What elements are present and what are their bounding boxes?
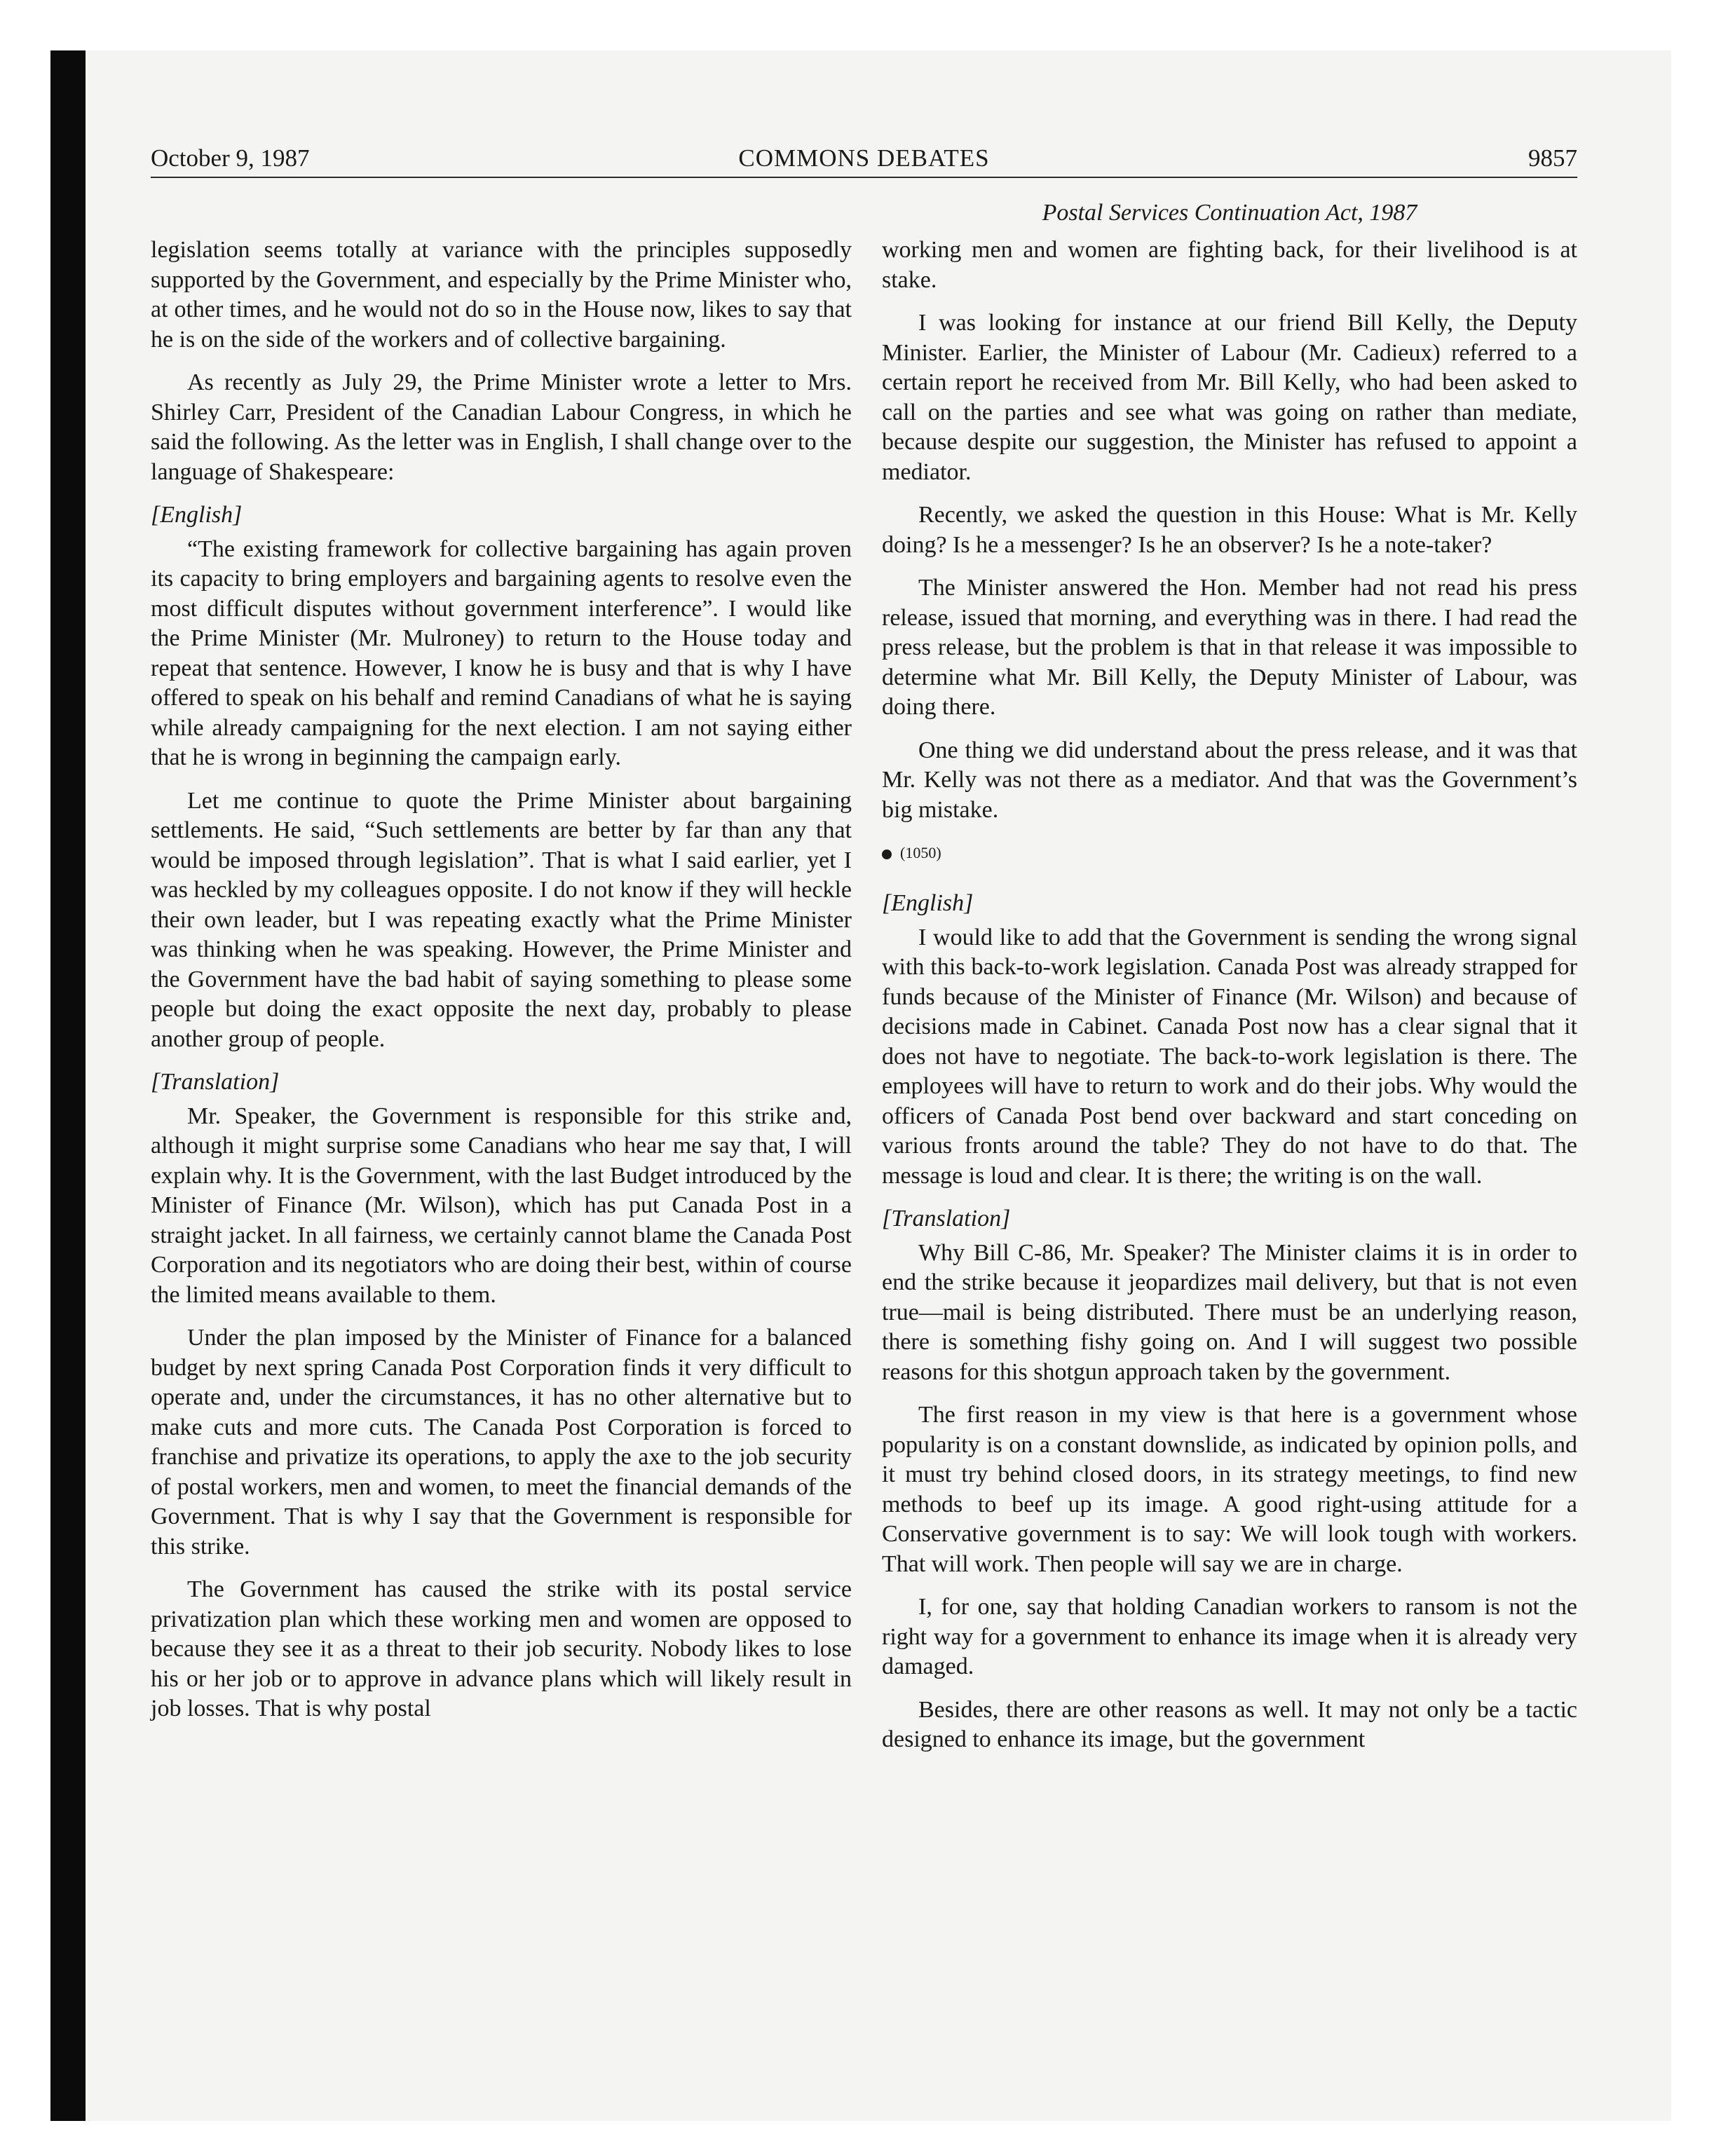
paragraph: One thing we did understand about the press release, and it was that Mr. Kelly was not there as a mediator. And that was the Government’s big mistake. <box>882 737 1577 823</box>
language-label: [Translation] <box>151 1069 280 1095</box>
paragraph: I would like to add that the Government is sending the wrong signal with this back-to-work legislation. Canada Post was already strapped for funds because of the Minister of Finance (Mr. Wilson) and because of decisions made in Cabinet. Canada Post now has a clear signal that it does not have to negotiate. The back-to-work legislation is there. The employees will have to return to work and do their jobs. Why would the officers of Canada Post bend over backward and start conceding on various fronts around the table? They do not have to do that. The message is loud and clear. It is there; the writing is on the wall. <box>882 924 1577 1189</box>
bullet-icon <box>882 850 892 859</box>
paragraph: Mr. Speaker, the Government is responsible for this strike and, although it might surprise some Canadians who hear me say that, I will explain why. It is the Government, with the last Budget introduced by the Minister of Finance (Mr. Wilson), which has put Canada Post in a straight jacket. In all fairness, we certainly cannot blame the Canada Post Corporation and its negotiators who are doing their best, within of course the limited means available to them. <box>151 1103 852 1308</box>
paragraph: legislation seems totally at variance with the principles supposedly supported by the Government, and especially by the Prime Minister who, at other times, and he would not do so in the House now, likes to say that he is on the side of the workers and of collective bargaining. <box>151 237 852 353</box>
paragraph: The Minister answered the Hon. Member had not read his press release, issued that morning, and everything was in there. I had read the press release, but the problem is that in that release it was impossible to determine what Mr. Bill Kelly, the Deputy Minister of Labour, was doing there. <box>882 575 1577 720</box>
paragraph: The Government has caused the strike with its postal service privatization plan which these working men and women are opposed to because they see it as a threat to their job security. Nobody likes to lose his or her job or to approve in advance plans which will likely result in job losses. That is why postal <box>151 1576 852 1721</box>
paragraph: As recently as July 29, the Prime Minister wrote a letter to Mrs. Shirley Carr, President of the Canadian Labour Congress, in which he said the following. As the letter was in English, I shall change over to the language of Shakespeare: <box>151 369 852 485</box>
scan-border <box>50 50 86 2121</box>
paragraph: Let me continue to quote the Prime Minister about bargaining settlements. He said, “Such settlements are better by far than any that would be imposed through legislation”. That is what I said earlier, yet I was heckled by my colleagues opposite. I do not know if they will heckle their own leader, but I was repeating exactly what the Prime Minister was thinking when he was speaking. However, the Prime Minister and the Government have the bad habit of saying something to please some people but doing the exact opposite the next day, probably to please another group of people. <box>151 787 852 1052</box>
left-column <box>151 236 852 1738</box>
paragraph: “The existing framework for collective bargaining has again proven its capacity to bring employers and bargaining agents to resolve even the most difficult disputes without government interference”. I would like the Prime Minister (Mr. Mulroney) to return to the House today and repeat that sentence. However, I know he is busy and that is why I have offered to speak on his behalf and remind Canadians of what he is saying while already campaigning for the next election. I am not saying either that he is wrong in beginning the campaign early. <box>151 535 852 770</box>
paragraph: Under the plan imposed by the Minister of Finance for a balanced budget by next spring Canada Post Corporation finds it very difficult to operate and, under the circumstances, it has no other alternative but to make cuts and more cuts. The Canada Post Corporation is forced to franchise and privatize its operations, to apply the axe to the job security of postal workers, men and women, to meet the financial demands of the Government. That is why I say that the Government is responsible for this strike. <box>151 1325 852 1560</box>
right-column <box>882 236 1577 1768</box>
paragraph: The first reason in my view is that here is a government whose popularity is on a constant downslide, as indicated by opinion polls, and it must try behind closed doors, in its strategy meetings, to find new methods to beef up its image. A good right-using attitude for a Conservative government is to say: We will look tough with workers. That will work. Then people will say we are in charge. <box>882 1402 1577 1577</box>
header-title: COMMONS DEBATES <box>738 144 990 172</box>
paragraph: Besides, there are other reasons as well. It may not only be a tactic designed to enhance its image, but the government <box>882 1696 1577 1752</box>
header-rule <box>151 177 1577 178</box>
paragraph: I, for one, say that holding Canadian workers to ransom is not the right way for a government to enhance its image when it is already very damaged. <box>882 1594 1577 1679</box>
time-marker <box>882 838 1577 868</box>
running-header <box>151 140 1577 177</box>
header-date: October 9, 1987 <box>151 144 310 172</box>
language-label: [English] <box>151 502 243 528</box>
act-title: Postal Services Continuation Act, 1987 <box>1042 200 1417 226</box>
header-page-number: 9857 <box>1528 144 1577 172</box>
time-marker-label: (1050) <box>900 844 941 861</box>
language-label: [English] <box>882 890 974 916</box>
paragraph: Recently, we asked the question in this House: What is Mr. Kelly doing? Is he a messenger? Is he an observer? Is he a note-taker? <box>882 502 1577 558</box>
language-label: [Translation] <box>882 1206 1011 1231</box>
paragraph: Why Bill C-86, Mr. Speaker? The Minister claims it is in order to end the strike because it jeopardizes mail delivery, but that is not even true—mail is being distributed. There must be an underlying reason, there is something fishy going on. And I will suggest two possible reasons for this shotgun approach taken by the government. <box>882 1239 1577 1385</box>
paragraph: I was looking for instance at our friend Bill Kelly, the Deputy Minister. Earlier, the Minister of Labour (Mr. Cadieux) referred to a certain report he received from Mr. Bill Kelly, who had been asked to call on the parties and see what was going on rather than mediate, because despite our suggestion, the Minister has refused to appoint a mediator. <box>882 310 1577 485</box>
paragraph: working men and women are fighting back, for their livelihood is at stake. <box>882 237 1577 293</box>
